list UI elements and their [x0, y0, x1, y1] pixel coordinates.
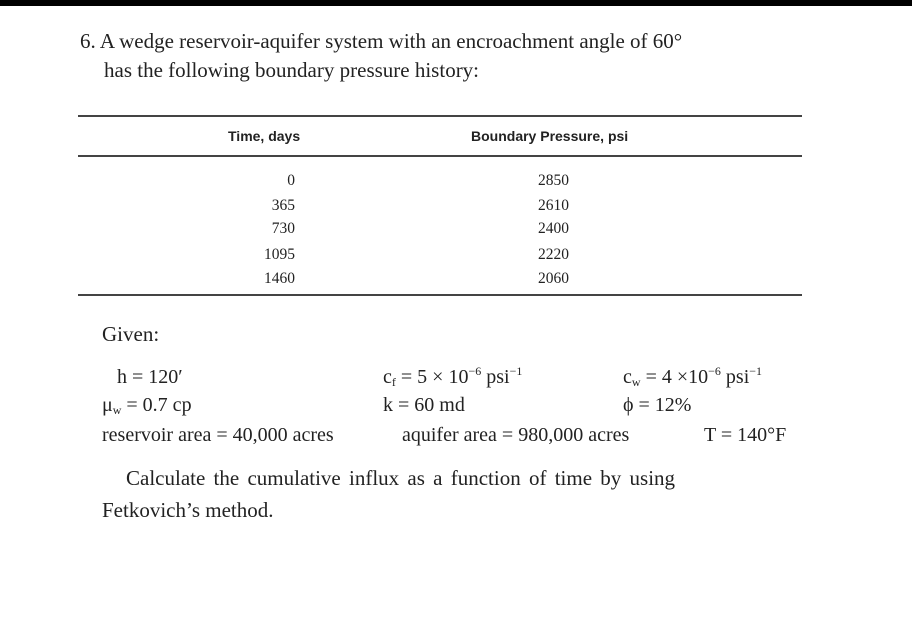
pressure-cell: 2220	[538, 246, 569, 263]
cf-symbol: c	[383, 366, 392, 388]
mu-value: = 0.7 cp	[121, 394, 192, 416]
given-cw	[623, 366, 762, 389]
given-temperature: T = 140°F	[704, 424, 787, 446]
given-mu	[102, 394, 192, 417]
task-line-2: Fetkovich’s method.	[102, 498, 274, 522]
header-time: Time, days	[228, 128, 301, 144]
given-h: h = 120′	[117, 366, 183, 388]
cw-symbol: c	[623, 366, 632, 388]
given-heading: Given:	[102, 322, 160, 346]
time-cell: 1095	[264, 246, 295, 263]
pressure-cell: 2610	[538, 197, 569, 214]
top-border	[0, 0, 912, 6]
mu-symbol: μ	[102, 394, 113, 416]
mu-subscript: w	[112, 403, 122, 417]
cf-value: = 5 × 10	[395, 366, 469, 388]
cw-subscript: w	[631, 375, 641, 389]
table-bottom-rule	[78, 294, 802, 296]
cf-unit: psi	[481, 366, 510, 388]
problem-line-1: A wedge reservoir-aquifer system with an encroachment angle of 60°	[99, 29, 683, 53]
cf-unit-exponent: −1	[509, 364, 523, 378]
time-cell: 1460	[264, 270, 295, 287]
pressure-cell: 2850	[538, 172, 569, 189]
given-k: k = 60 md	[383, 394, 465, 416]
problem-number: 6.	[80, 29, 96, 53]
pressure-cell: 2400	[538, 220, 569, 237]
table-top-rule	[78, 115, 802, 117]
given-phi: ϕ = 12%	[623, 394, 692, 416]
table-header-rule	[78, 155, 802, 157]
cw-unit-exponent: −1	[749, 364, 763, 378]
time-cell: 730	[271, 220, 295, 237]
cf-exponent: −6	[468, 364, 482, 378]
given-aquifer-area: aquifer area = 980,000 acres	[402, 424, 630, 446]
pressure-cell: 2060	[538, 270, 569, 287]
cf-subscript: f	[391, 375, 396, 389]
given-reservoir-area: reservoir area = 40,000 acres	[102, 424, 334, 446]
time-cell: 365	[271, 197, 295, 214]
cw-exponent: −6	[708, 364, 721, 378]
time-cell: 0	[287, 172, 295, 189]
cw-unit: psi	[720, 366, 750, 388]
problem-line-2: has the following boundary pressure history:	[104, 58, 480, 82]
header-pressure: Boundary Pressure, psi	[471, 128, 629, 144]
cw-value: = 4 ×10	[640, 366, 709, 388]
task-statement	[102, 462, 812, 526]
problem-statement	[80, 27, 820, 85]
task-line-1: Calculate the cumulative influx as a function of time by using	[126, 466, 676, 490]
given-cf	[383, 366, 522, 389]
